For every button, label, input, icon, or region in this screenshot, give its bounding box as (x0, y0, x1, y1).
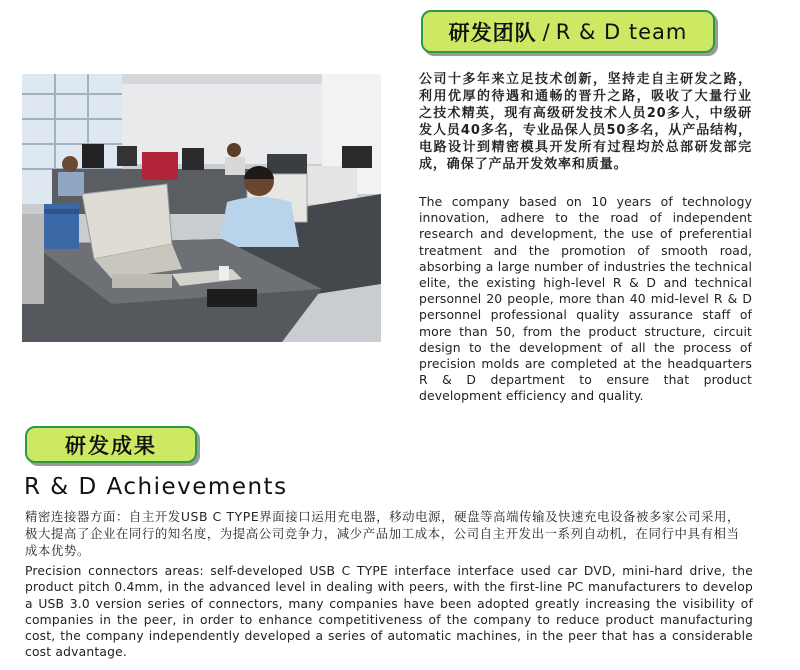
rd-achievements-badge (25, 426, 197, 463)
heading-separator: / (542, 19, 550, 44)
rd-team-heading-cn: 研发团队 (448, 20, 537, 45)
rd-achievements-badge-label: 研发成果 (65, 433, 157, 458)
rd-office-photo (22, 74, 381, 342)
rd-achievements-description-en: Precision connectors areas: self-developed USB C TYPE interface interface used car DVD, mini-hard drive, the product pitch 0.4mm, in the advanced level in dealing with peers, with the first-line PC manufacturers to develop a USB 3.0 version series of connectors, many companies have been adopted greatly increasing the visibility of companies in the peer, in order to enhance competitiveness of the company to reduce product manufacturing cost, the company independently developed a series of automatic machines, in the peer that has a considerable cost advantage. (25, 564, 753, 660)
rd-team-description-en: The company based on 10 years of technology innovation, adhere to the road of independent research and development, the use of preferential treatment and the promotion of smooth road, absorbing a large number of industries the technical elite, the existing high-level R & D and technical personnel 20 people, more than 40 mid-level R & D personnel professional quality assurance staff of more than 50, from the product structure, circuit design to the development of all the process of precision molds are completed at the headquarters R & D department to ensure that product development efficiency and quality. (419, 194, 752, 404)
rd-team-heading-en: R & D team (555, 19, 688, 44)
rd-achievements-description-cn: 精密连接器方面：自主开发USB C TYPE界面接口运用充电器，移动电源，硬盘等高端传输及快速充电设备被多家公司采用，极大提高了企业在同行的知名度，为提高公司竞争力，减少产品加工成本，公司自主开发出一系列自动机，在同行中具有相当成本优势。 (25, 509, 740, 558)
office-scene-illustration (22, 74, 381, 342)
rd-achievements-title: R & D Achievements (24, 474, 288, 500)
rd-team-heading-badge (421, 10, 715, 53)
rd-team-description-cn: 公司十多年来立足技术创新，坚持走自主研发之路，利用优厚的待遇和通畅的晋升之路，吸收了大量行业之技术精英，现有高级研发技术人员20多人，中级研发人员40多名，专业品保人员50多名，从产品结构，电路设计到精密模具开发所有过程均於总部研发部完成，确保了产品开发效率和质量。 (419, 72, 752, 173)
